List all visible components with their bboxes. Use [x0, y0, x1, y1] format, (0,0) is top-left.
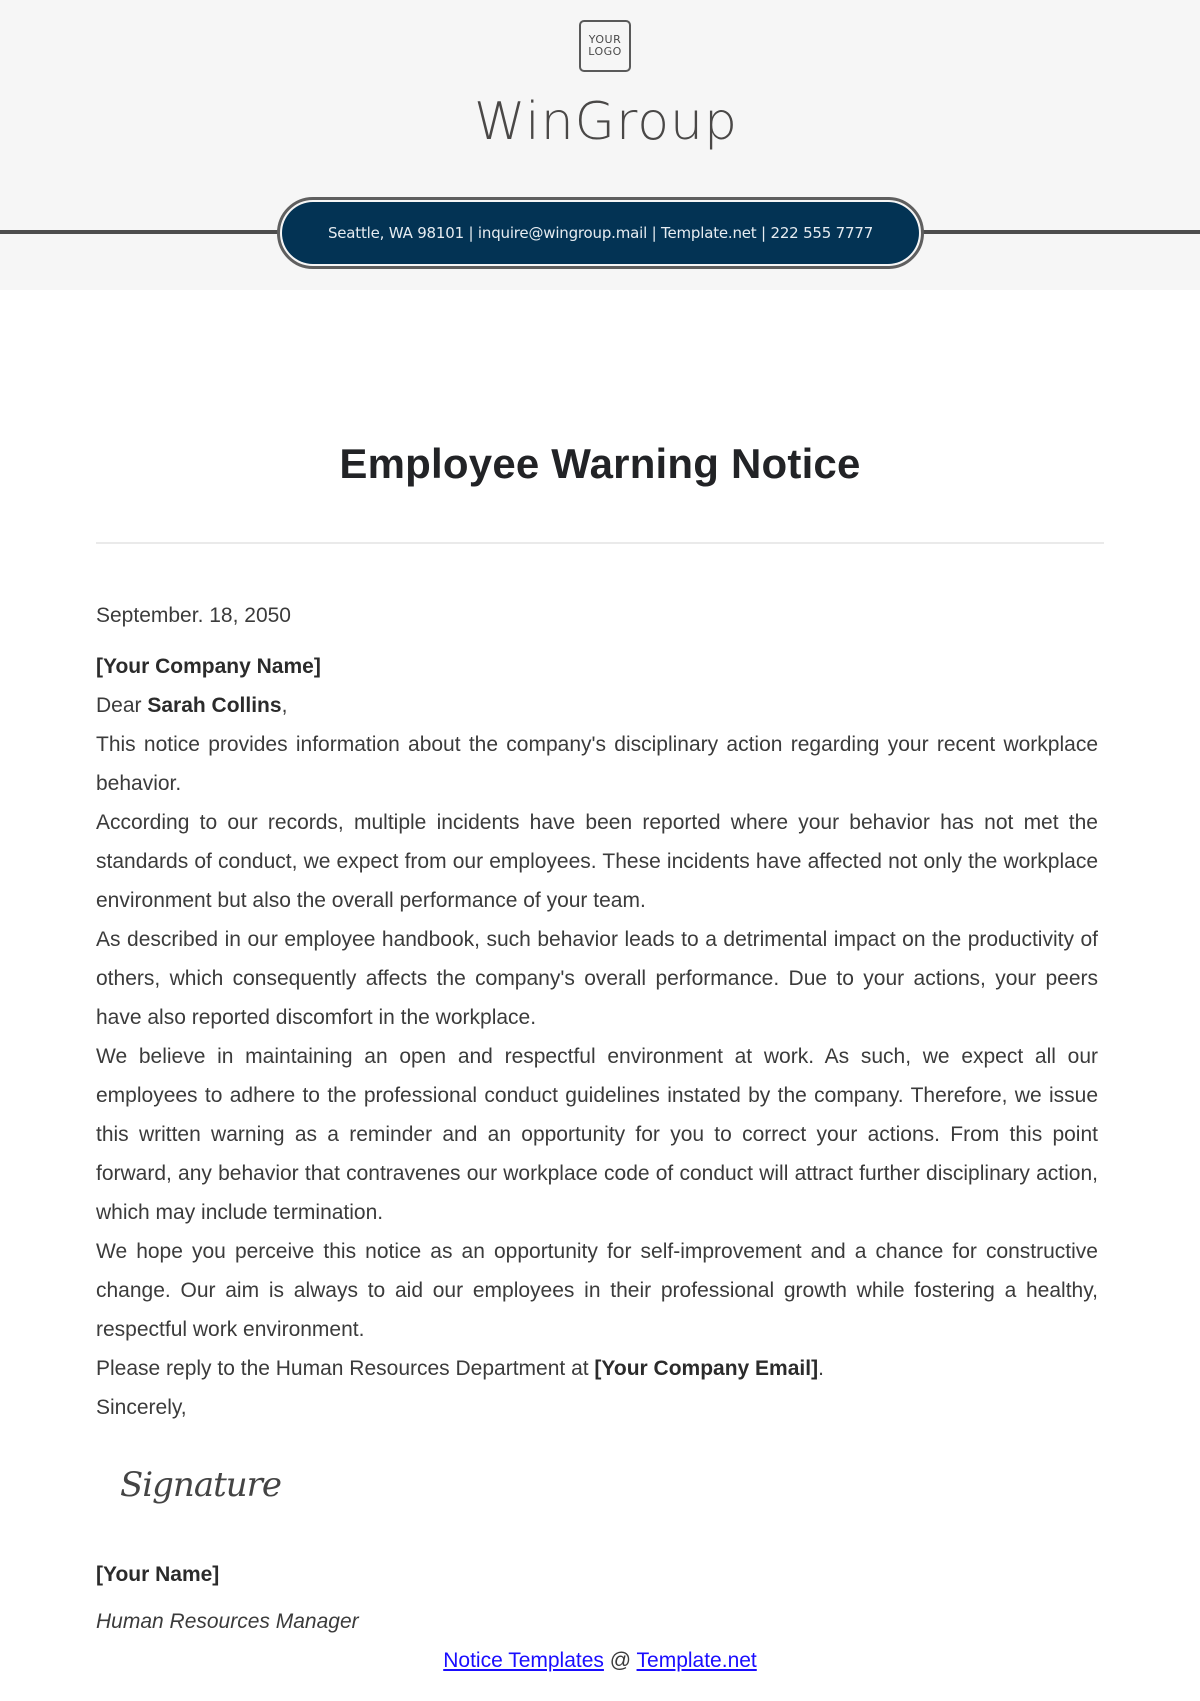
salutation-suffix: , — [281, 694, 288, 717]
signature-image: Signature — [120, 1465, 282, 1505]
paragraph-incidents: According to our records, multiple incidents have been reported where your behavior has not met the standards of conduct, we expect from our employees. These incidents have affected not only the workplace environment but also the overall performance of your team. — [96, 811, 1098, 912]
logo-text-line2: LOGO — [588, 45, 622, 58]
notice-templates-link[interactable]: Notice Templates — [443, 1649, 604, 1672]
company-brand-name: WinGroup — [474, 92, 738, 152]
logo-placeholder — [579, 20, 631, 72]
salutation-prefix: Dear — [96, 694, 148, 717]
signer-name: [Your Name] — [96, 1563, 220, 1586]
company-name-placeholder — [96, 647, 1098, 686]
recipient-name: Sarah Collins — [147, 694, 282, 717]
letter-date: September. 18, 2050 — [96, 604, 291, 627]
template-net-link[interactable]: Template.net — [636, 1649, 757, 1672]
document-title: Employee Warning Notice — [339, 440, 861, 487]
contact-info-pill — [282, 202, 919, 264]
company-name-text: [Your Company Name] — [96, 655, 321, 678]
letter-body — [96, 596, 1098, 1427]
paragraph-intro: This notice provides information about the company's disciplinary action regarding your recent workplace behavior. — [96, 733, 1098, 795]
contact-pill-frame — [277, 197, 924, 269]
reply-instruction — [96, 1349, 1098, 1388]
title-divider — [96, 542, 1104, 544]
paragraph-improvement: We hope you perceive this notice as an opportunity for self-improvement and a chance for constructive change. Our aim is always to aid our employees in their professional growth while fostering a healthy, respectful work environment. — [96, 1240, 1098, 1341]
footer-credit — [0, 1649, 1200, 1673]
reply-prefix: Please reply to the Human Resources Department at — [96, 1357, 595, 1380]
reply-suffix: . — [818, 1357, 824, 1380]
logo-text-line1: YOUR — [588, 33, 622, 46]
footer-separator: @ — [603, 1649, 637, 1672]
signer-title: Human Resources Manager — [96, 1610, 359, 1633]
closing: Sincerely, — [96, 1396, 187, 1419]
paragraph-impact: As described in our employee handbook, such behavior leads to a detrimental impact on the productivity of others, which consequently affects the company's overall performance. Due to your actions, your peers have also reported discomfort in the workplace. — [96, 928, 1098, 1029]
salutation — [96, 686, 1098, 725]
company-email-placeholder: [Your Company Email] — [594, 1357, 819, 1380]
contact-info-text: Seattle, WA 98101 | inquire@wingroup.mail | Template.net | 222 555 7777 — [327, 224, 874, 242]
paragraph-warning: We believe in maintaining an open and respectful environment at work. As such, we expect all our employees to adhere to the professional conduct guidelines instated by the company. Therefore, we issue this written warning as a reminder and an opportunity for you to correct your actions. From this point forward, any behavior that contravenes our workplace code of conduct will attract further disciplinary action, which may include termination. — [96, 1045, 1098, 1224]
